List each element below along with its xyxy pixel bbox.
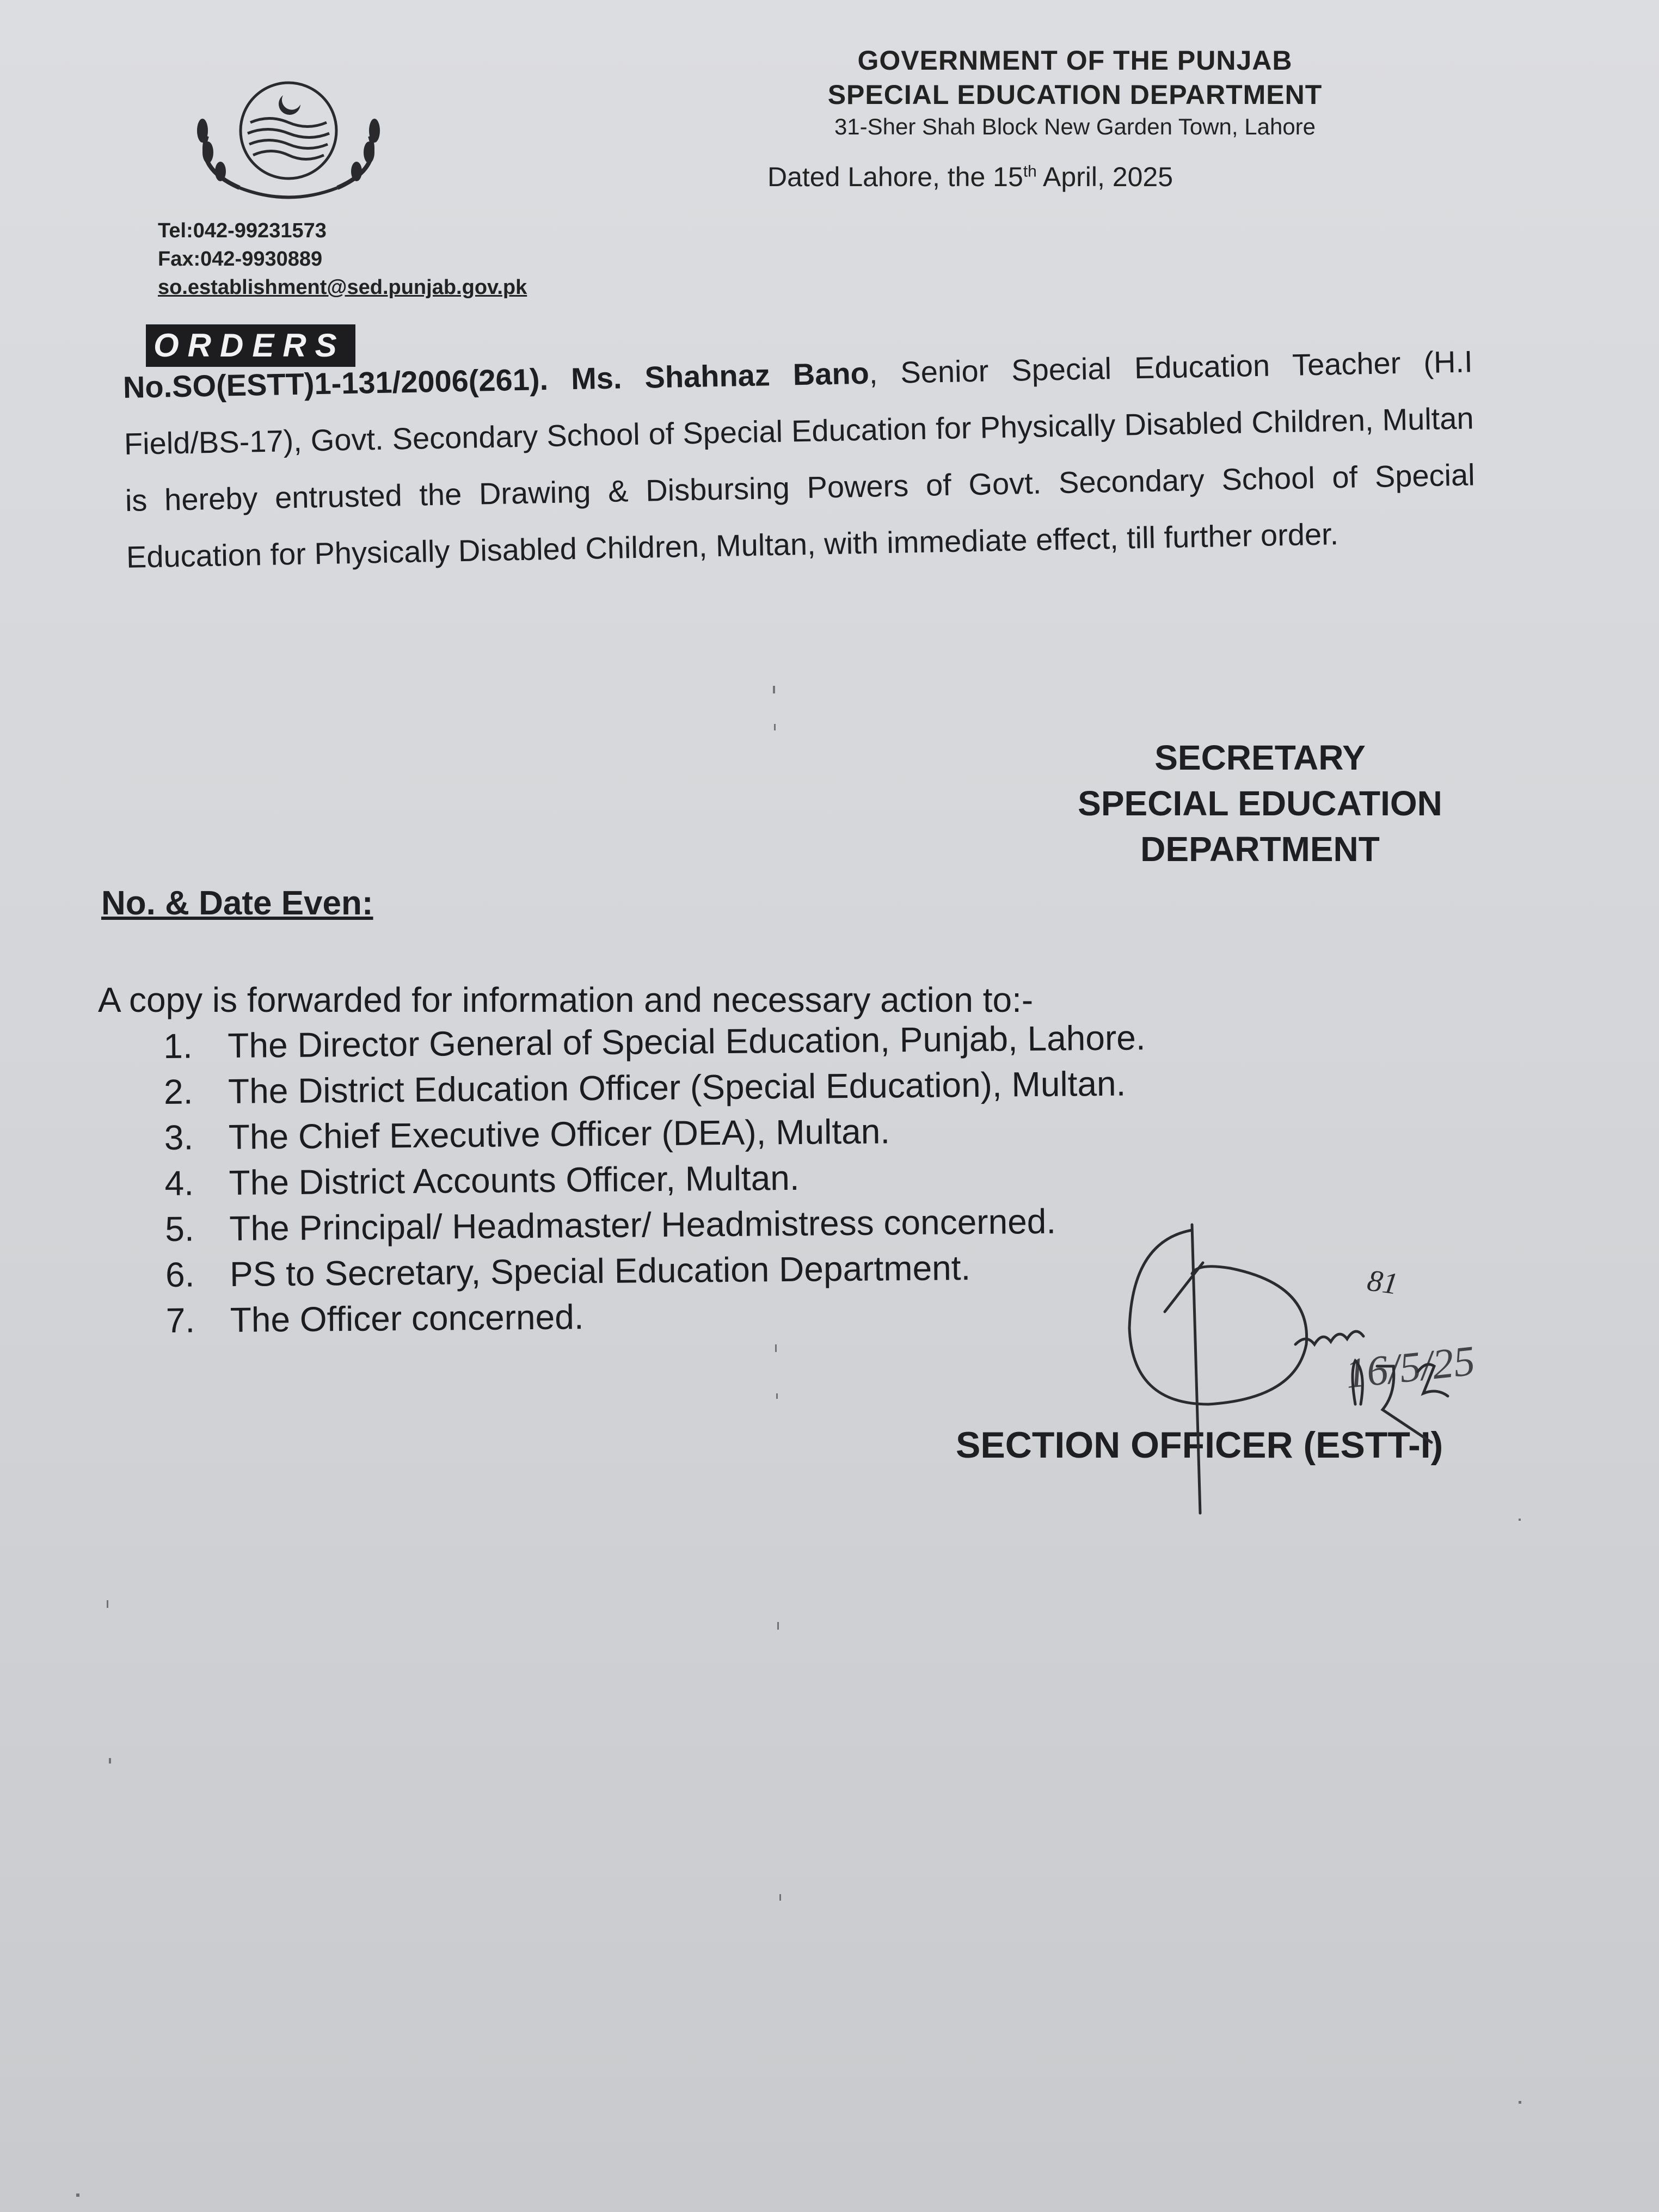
list-item: 3. The Chief Executive Officer (DEA), Multan. <box>164 1111 890 1157</box>
list-item: 2. The District Education Officer (Special Education), Multan. <box>163 1064 1126 1111</box>
no-date-even-heading: No. & Date Even: <box>101 884 373 922</box>
fax: Fax:042-9930889 <box>158 248 323 271</box>
telephone: Tel:042-99231573 <box>158 219 327 242</box>
forward-text: A copy is forwarded for information and necessary action to:- <box>98 980 1034 1019</box>
government-title: GOVERNMENT OF THE PUNJAB <box>857 45 1293 76</box>
signature-annotation-number: 81 <box>1365 1263 1400 1301</box>
order-text: , Senior Special Education Teacher (H.I Field/BS-17), Govt. Secondary School of Special Education for Physically Disabled Children, Multan is hereby entrusted the Drawing & Disbursing Powers of Govt. Secondary School of Special Education for Physically Disabled Children, Multan, with immediate effect, till further order. <box>124 344 1476 574</box>
signatory-block: SECRETARY SPECIAL EDUCATION DEPARTMENT <box>1078 738 1442 869</box>
list-item: 5. The Principal/ Headmaster/ Headmistress concerned. <box>164 1201 1056 1249</box>
date-line: Dated Lahore, the 15th April, 2025 <box>767 162 1173 192</box>
list-item: 7. The Officer concerned. <box>165 1297 584 1340</box>
section-officer-title: SECTION OFFICER (ESTT-I) <box>956 1424 1443 1466</box>
orders-heading: ORDERS <box>146 324 355 367</box>
officer-name: Ms. Shahnaz Bano <box>570 355 870 396</box>
list-item: 4. The District Accounts Officer, Multan. <box>164 1158 800 1203</box>
order-number: No.SO(ESTT)1-131/2006(261). <box>122 361 549 404</box>
list-item: 6. PS to Secretary, Special Education Department. <box>165 1248 971 1294</box>
department-title: SPECIAL EDUCATION DEPARTMENT <box>827 79 1323 110</box>
email-link[interactable]: so.establishment@sed.punjab.gov.pk <box>158 276 527 299</box>
list-item: 1. The Director General of Special Education, Punjab, Lahore. <box>163 1018 1146 1066</box>
department-address: 31-Sher Shah Block New Garden Town, Lahore <box>834 114 1316 139</box>
signature-annotation-date: 16/5/25 <box>1343 1336 1477 1397</box>
